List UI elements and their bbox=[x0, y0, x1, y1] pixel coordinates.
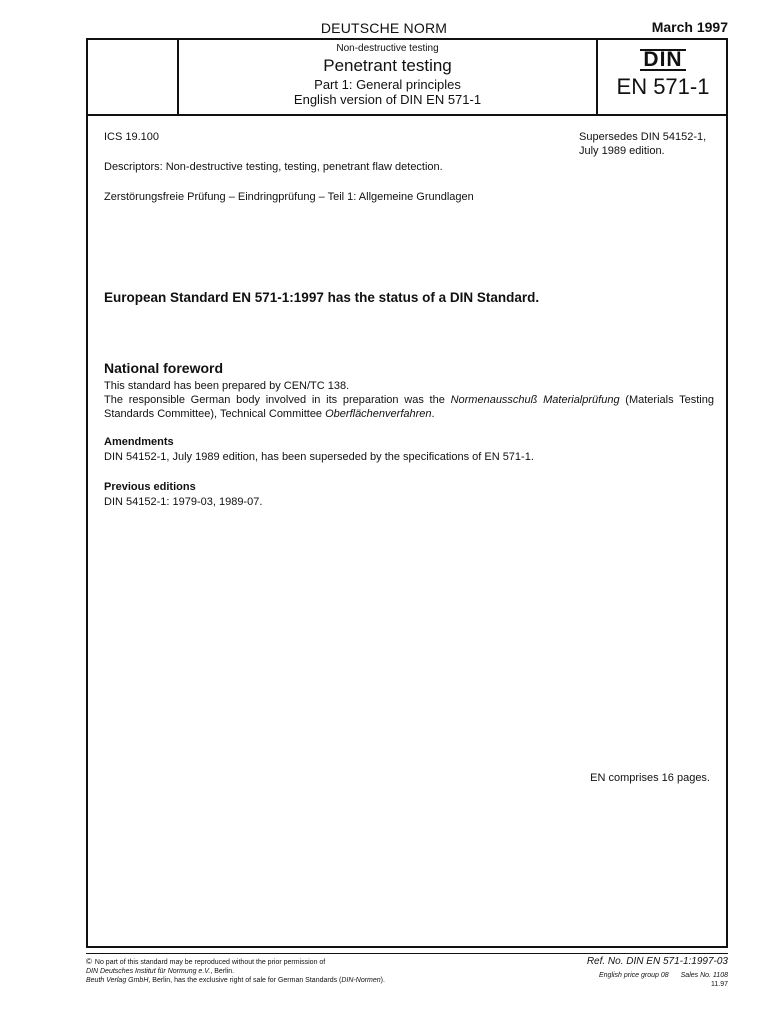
part-title: Part 1: General principles bbox=[314, 77, 461, 92]
norm-label: DEUTSCHE NORM bbox=[320, 20, 448, 36]
status-statement: European Standard EN 571-1:1997 has the status of a DIN Standard. bbox=[104, 290, 540, 305]
national-foreword-heading: National foreword bbox=[104, 360, 224, 376]
din-block bbox=[598, 40, 728, 114]
publisher-name: Beuth Verlag GmbH bbox=[86, 977, 149, 984]
foreword-text: . bbox=[431, 408, 435, 420]
page-count: EN comprises 16 pages. bbox=[590, 772, 710, 784]
copyright-text: , Berlin, has the exclusive right of sale for German Standards ( bbox=[148, 977, 342, 984]
foreword-text: The responsible German body involved in its preparation was the bbox=[104, 394, 451, 406]
copyright-icon: © bbox=[86, 957, 92, 966]
supersedes-note bbox=[579, 130, 719, 158]
subject-title: Non-destructive testing bbox=[336, 43, 439, 54]
supersedes-line-1: Supersedes DIN 54152-1, bbox=[579, 131, 707, 143]
copyright-text: No part of this standard may be reproduced without the prior permission of bbox=[94, 959, 326, 966]
sales-number: Sales No. 1108 bbox=[680, 972, 728, 979]
foreword-text: (Materials Testing Standards Committee), Technical Committee bbox=[104, 394, 714, 420]
footer-rule bbox=[86, 953, 728, 954]
price-line bbox=[599, 971, 728, 980]
german-title: Zerstörungsfreie Prüfung – Eindringprüfung – Teil 1: Allgemeine Grundlagen bbox=[104, 191, 474, 203]
amendments-heading: Amendments bbox=[104, 436, 174, 448]
english-version: English version of DIN EN 571-1 bbox=[293, 92, 482, 107]
national-foreword-line-2 bbox=[104, 393, 714, 421]
document-frame bbox=[86, 38, 728, 948]
copyright-text: , Berlin. bbox=[210, 968, 235, 975]
amendments-text: DIN 54152-1, July 1989 edition, has been superseded by the specifications of EN 571-1. bbox=[104, 451, 534, 463]
publication-date: March 1997 bbox=[651, 19, 728, 35]
title-block bbox=[179, 43, 596, 107]
din-normen: DIN-Normen bbox=[341, 977, 381, 984]
previous-editions-heading: Previous editions bbox=[104, 481, 196, 493]
din-institute-name: DIN Deutsches Institut für Normung e.V. bbox=[86, 968, 211, 975]
technical-committee-name: Oberflächenverfahren bbox=[325, 408, 432, 420]
committee-name: Normenausschuß Materialprüfung bbox=[450, 394, 620, 406]
copyright-line-1 bbox=[86, 957, 526, 967]
din-logo: DIN bbox=[640, 49, 685, 71]
standard-number: EN 571-1 bbox=[616, 74, 710, 99]
price-group: English price group 08 bbox=[598, 972, 669, 979]
ics-code: ICS 19.100 bbox=[104, 131, 160, 143]
previous-editions-text: DIN 54152-1: 1979-03, 1989-07. bbox=[104, 496, 263, 508]
copyright-notice bbox=[86, 957, 526, 985]
descriptors: Descriptors: Non-destructive testing, testing, penetrant flaw detection. bbox=[104, 161, 443, 173]
page-title: Penetrant testing bbox=[323, 56, 452, 75]
document-code: 11.97 bbox=[711, 981, 728, 988]
copyright-line-2 bbox=[86, 967, 526, 976]
copyright-line-3 bbox=[86, 976, 526, 985]
supersedes-line-2: July 1989 edition. bbox=[579, 145, 665, 157]
reference-number: Ref. No. DIN EN 571-1:1997-03 bbox=[586, 956, 728, 967]
national-foreword-line-1: This standard has been prepared by CEN/TC 138. bbox=[104, 380, 350, 392]
copyright-text: ). bbox=[380, 977, 385, 984]
title-header bbox=[88, 40, 726, 116]
